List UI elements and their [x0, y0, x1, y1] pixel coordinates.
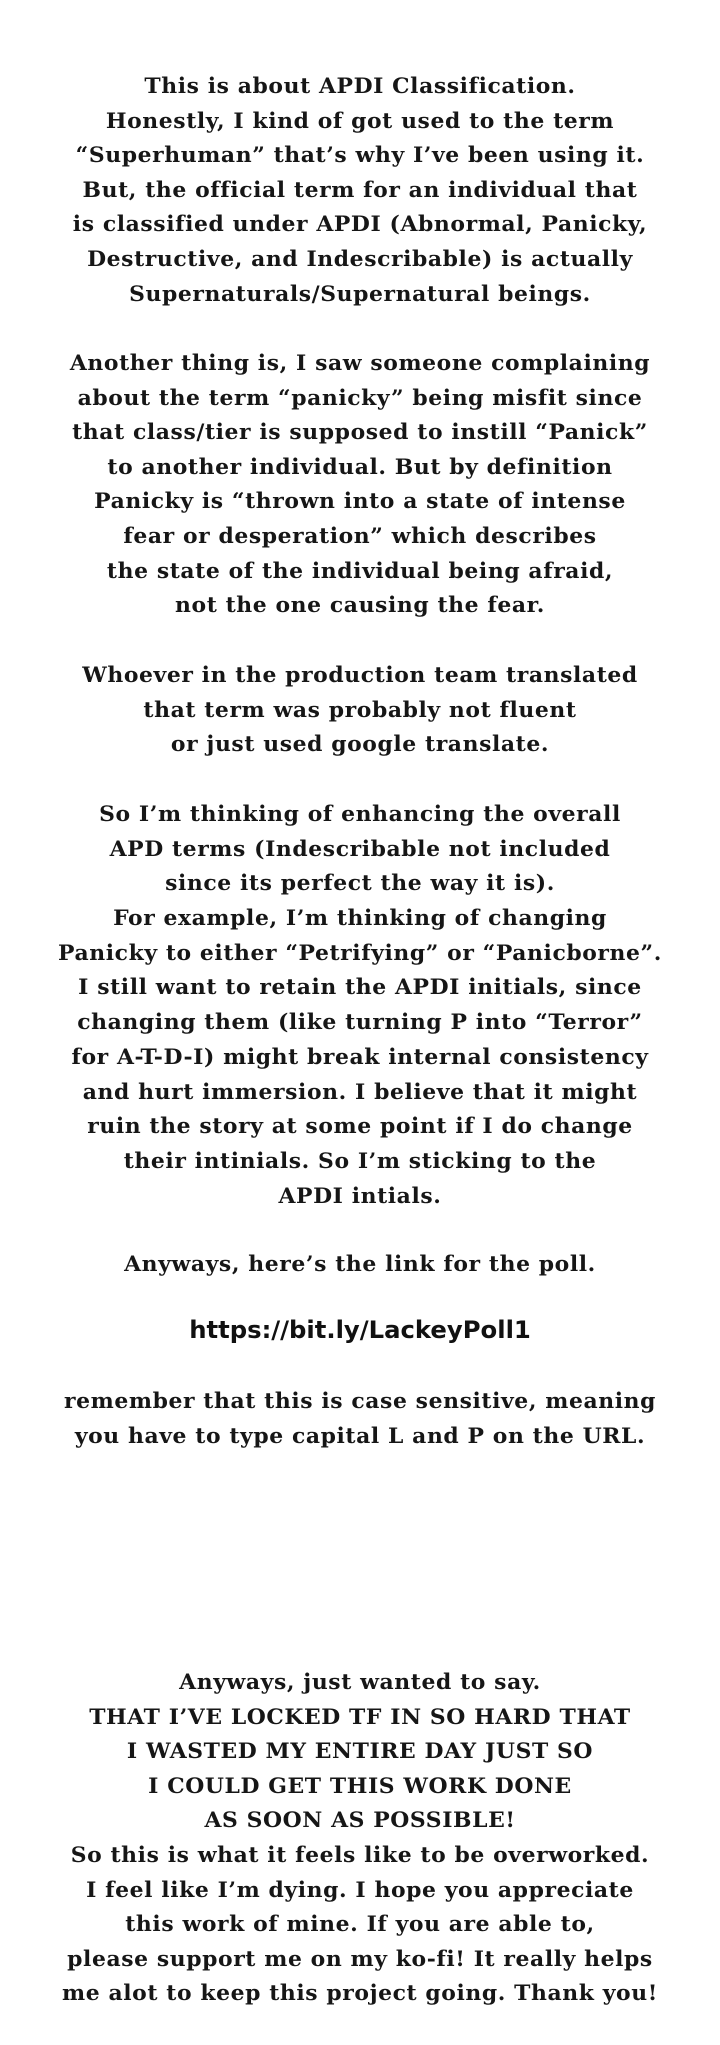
text-line: THAT I’VE LOCKED TF IN SO HARD THAT [89, 1703, 631, 1730]
text-line: “Superhuman” that’s why I’ve been using it. [75, 142, 645, 169]
text-line: their intinials. So I’m sticking to the [123, 1147, 597, 1174]
text-line: me alot to keep this project going. Thank you! [62, 1980, 658, 2007]
text-line: the state of the individual being afraid, [106, 557, 614, 584]
text-line: Panicky to either “Petrifying” or “Panicborne”. [58, 939, 662, 966]
text-line: Honestly, I kind of got used to the term [105, 107, 615, 134]
terms-enhancement-paragraph [0, 797, 720, 1213]
text-line: is classified under APDI (Abnormal, Panicky, [72, 211, 648, 238]
text-line: Anyways, here’s the link for the poll. [124, 1251, 596, 1277]
text-line: this work of mine. If you are able to, [125, 1911, 595, 1938]
text-line: you have to type capital L and P on the URL. [74, 1422, 646, 1449]
text-line: This is about APDI Classification. [144, 73, 576, 99]
text-line: since its perfect the way it is). [165, 870, 555, 897]
text-line: not the one causing the fear. [175, 592, 545, 619]
text-line: that class/tier is supposed to instill “Panick” [72, 419, 648, 446]
text-line: Anyways, just wanted to say. [179, 1669, 541, 1695]
text-line: about the term “panicky” being misfit since [77, 384, 643, 411]
text-line: So I’m thinking of enhancing the overall [99, 801, 621, 827]
apdi-intro-paragraph [0, 69, 720, 311]
poll-intro-line [0, 1247, 720, 1282]
closing-message-paragraph [0, 1665, 720, 2011]
text-line: that term was probably not fluent [143, 696, 577, 723]
text-line: changing them (like turning P into “Terror” [77, 1009, 643, 1036]
poll-link[interactable]: https://bit.ly/LackeyPoll1 [189, 1315, 531, 1344]
text-line: So this is what it feels like to be overworked. [70, 1841, 650, 1868]
text-line: For example, I’m thinking of changing [113, 905, 607, 932]
text-line: But, the official term for an individual that [82, 176, 638, 203]
text-line: I COULD GET THIS WORK DONE [148, 1772, 572, 1799]
text-line: Destructive, and Indescribable) is actually [87, 245, 633, 272]
panicky-complaint-paragraph [0, 346, 720, 623]
text-line: Whoever in the production team translated [82, 662, 638, 688]
text-line: I WASTED MY ENTIRE DAY JUST SO [126, 1738, 594, 1765]
text-line: Panicky is “thrown into a state of intense [94, 488, 626, 515]
text-line: APDI intials. [278, 1182, 442, 1209]
text-line: I still want to retain the APDI initials, since [78, 974, 642, 1001]
text-line: Another thing is, I saw someone complaining [69, 350, 651, 376]
case-sensitive-note [0, 1384, 720, 1453]
text-line: I feel like I’m dying. I hope you appreciate [86, 1876, 634, 1903]
translation-paragraph [0, 658, 720, 762]
text-line: remember that this is case sensitive, meaning [63, 1388, 657, 1414]
text-line: ruin the story at some point if I do change [87, 1113, 633, 1140]
text-line: or just used google translate. [170, 731, 550, 758]
text-line: AS SOON AS POSSIBLE! [204, 1807, 516, 1834]
text-line: and hurt immersion. I believe that it might [82, 1078, 638, 1105]
text-line: fear or desperation” which describes [123, 522, 597, 549]
text-line: to another individual. But by definition [107, 453, 613, 480]
text-line: please support me on my ko-fi! It really helps [67, 1945, 653, 1972]
text-line: for A-T-D-I) might break internal consistency [71, 1043, 649, 1070]
text-line: APD terms (Indescribable not included [109, 835, 611, 862]
text-line: Supernaturals/Supernatural beings. [129, 280, 591, 307]
